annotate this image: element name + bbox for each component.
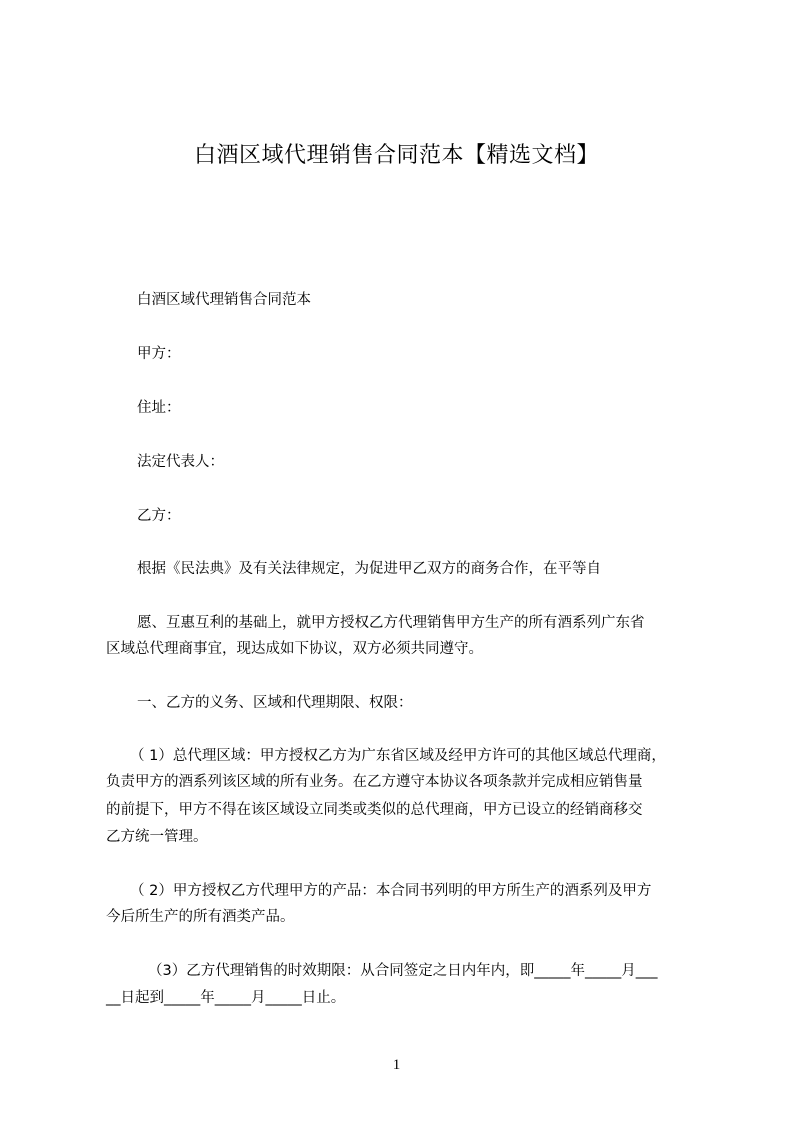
clause-1-line-4: 乙方统一管理。 [106,829,208,845]
clause-3-line-2: __日起到_____年_____月_____日止。 [106,990,346,1006]
document-title: 白酒区域代理销售合同范本【精选文档】 [193,143,599,168]
preamble-line-2: 愿、互惠互利的基础上，就甲方授权乙方代理销售甲方生产的所有酒系列广东省 [137,615,645,631]
page-number: 1 [392,1057,401,1073]
preamble-line-3: 区域总代理商事宜，现达成如下协议，双方必须共同遵守。 [106,641,483,657]
party-a-label: 甲方： [137,346,181,362]
address-label: 住址： [137,400,181,416]
clause-2-line-1: （ 2）甲方授权乙方代理甲方的产品：本合同书列明的甲方所生产的酒系列及甲方 [130,883,652,899]
clause-2-line-2: 今后所生产的所有酒类产品。 [106,909,295,925]
section-one-heading: 一、乙方的义务、区域和代理期限、权限： [137,695,413,711]
clause-3-line-1: （3）乙方代理销售的时效期限：从合同签定之日内年内，即_____年_____月___ [148,963,658,979]
legal-representative-label: 法定代表人： [137,454,224,470]
clause-1-line-3: 的前提下，甲方不得在该区域设立同类或类似的总代理商，甲方已设立的经销商移交 [106,802,643,818]
party-b-label: 乙方： [137,508,181,524]
clause-1-line-1: （ 1）总代理区域：甲方授权乙方为广东省区域及经甲方许可的其他区域总代理商， [130,748,666,764]
clause-1-line-2: 负责甲方的酒系列该区域的所有业务。在乙方遵守本协议各项条款并完成相应销售量 [106,774,643,790]
preamble-line-1: 根据《民法典》及有关法律规定，为促进甲乙双方的商务合作，在平等自 [137,561,601,577]
contract-heading: 白酒区域代理销售合同范本 [137,292,311,308]
